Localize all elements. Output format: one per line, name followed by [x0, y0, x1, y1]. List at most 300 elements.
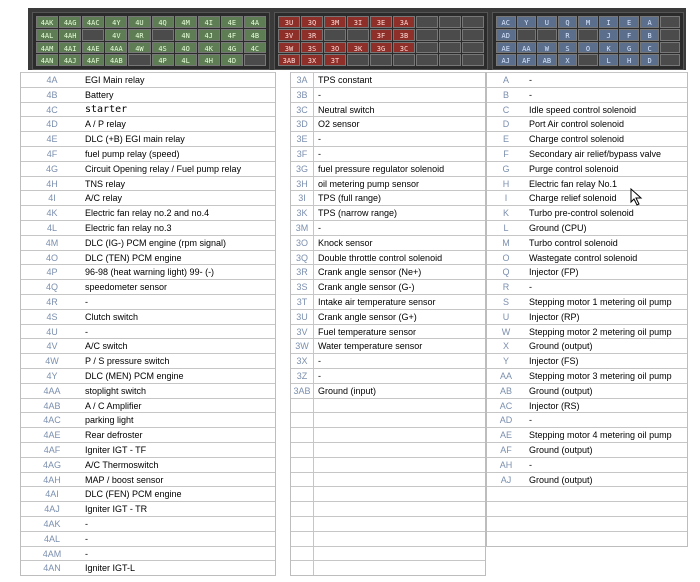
connector-3 — [274, 12, 488, 70]
pin-description: Purge control solenoid — [529, 163, 619, 174]
pin-code: U — [502, 311, 510, 322]
table-row — [487, 294, 687, 309]
pin-code: 3Q — [295, 252, 308, 263]
table-row — [291, 250, 485, 265]
table-row — [291, 560, 485, 575]
connector-pin: D — [640, 54, 660, 66]
pin-code: X — [502, 341, 509, 352]
table-row — [487, 102, 687, 117]
table-row — [487, 353, 687, 368]
connector-pin: 4J — [198, 29, 220, 41]
pin-code: 4G — [45, 163, 58, 174]
table-row — [487, 309, 687, 324]
pin-code: 3I — [298, 193, 306, 204]
table-row — [487, 472, 687, 487]
connector-pin: 3R — [301, 29, 323, 41]
table-row — [291, 176, 485, 191]
connector-pin — [660, 42, 680, 54]
pin-code: 4W — [45, 356, 59, 367]
table-row — [487, 72, 687, 87]
pin-description: - — [529, 89, 532, 100]
table-row — [291, 72, 485, 87]
pin-code: 4AH — [43, 474, 61, 485]
pin-code: 3C — [296, 104, 308, 115]
table-row — [21, 324, 275, 339]
pin-code: 4P — [46, 267, 58, 278]
table-row — [487, 235, 687, 250]
connector-pin: 3A — [393, 16, 415, 28]
pin-code: 3AB — [293, 385, 311, 396]
table-row — [487, 516, 687, 531]
pin-code — [291, 547, 313, 561]
connector-pin: 4L — [175, 54, 197, 66]
table-row — [21, 412, 275, 427]
pin-code: 4AN — [43, 563, 61, 574]
connector-pin: AA — [517, 42, 537, 54]
table-row — [291, 383, 485, 398]
pin-code — [291, 443, 313, 457]
connector-pin: 4Q — [152, 16, 174, 28]
pin-description: Charge relief solenoid — [529, 193, 617, 204]
connector-pin: 4O — [175, 42, 197, 54]
pin-description: Injector (FS) — [529, 356, 579, 367]
pin-description: starter — [85, 103, 128, 115]
table-row — [487, 264, 687, 279]
pin-description: DLC (MEN) PCM engine — [85, 370, 184, 381]
pin-code: 3X — [296, 356, 308, 367]
pin-description: Injector (RS) — [529, 400, 580, 411]
table-row — [291, 279, 485, 294]
connector-pin: 4AN — [36, 54, 58, 66]
connector-pin: 4U — [128, 16, 150, 28]
pin-description: Port Air control solenoid — [529, 119, 625, 130]
pin-description: TPS (full range) — [313, 191, 485, 205]
table-row — [487, 457, 687, 472]
pin-code: AH — [499, 459, 513, 470]
pin-code: 4A — [46, 75, 58, 85]
pin-code: 3U — [296, 311, 308, 322]
mouse-pointer-icon — [630, 188, 644, 206]
pin-description — [313, 502, 485, 516]
connector-pin — [439, 29, 461, 41]
table-row — [291, 116, 485, 131]
connector-pin: 4Y — [105, 16, 127, 28]
pinout-table-main-connector — [486, 72, 688, 547]
connector-pin — [370, 54, 392, 66]
table-row — [291, 457, 485, 472]
pin-description: Ground (output) — [529, 341, 593, 352]
connector-pin: A — [640, 16, 660, 28]
table-row — [21, 427, 275, 442]
connector-pin — [393, 54, 415, 66]
table-row — [487, 501, 687, 516]
table-row — [21, 383, 275, 398]
connector-pin: 4AJ — [59, 54, 81, 66]
table-row — [487, 250, 687, 265]
pin-description: A / C Amplifier — [85, 400, 142, 411]
table-row — [21, 116, 275, 131]
pin-description: - — [313, 369, 485, 383]
table-row — [21, 146, 275, 161]
table-row — [21, 531, 275, 546]
table-row — [291, 486, 485, 501]
pin-code — [487, 532, 525, 546]
pin-code: R — [502, 282, 510, 293]
pin-description: stoplight switch — [85, 385, 147, 396]
table-row — [291, 87, 485, 102]
pin-description: Neutral switch — [313, 103, 485, 117]
pin-description: Battery — [85, 89, 114, 100]
table-row — [487, 531, 687, 546]
pin-code: 3H — [296, 178, 308, 189]
pin-description: Intake air temperature sensor — [313, 295, 485, 309]
connector-pin: I — [599, 16, 619, 28]
pin-code: 4O — [45, 252, 58, 263]
table-row — [21, 161, 275, 176]
pin-description — [313, 487, 485, 501]
pin-code — [291, 428, 313, 442]
connector-pin: 4AB — [105, 54, 127, 66]
pin-description: A/C relay — [85, 193, 123, 204]
table-row — [21, 472, 275, 487]
connector-pin: F — [619, 29, 639, 41]
pin-code — [291, 458, 313, 472]
pin-code: Q — [502, 267, 510, 278]
pin-description: Igniter IGT - TR — [85, 504, 148, 515]
pin-description: Crank angle sensor (G-) — [313, 280, 485, 294]
pin-description: speedometer sensor — [85, 282, 168, 293]
table-row — [291, 368, 485, 383]
pin-description: fuel pump relay (speed) — [85, 148, 180, 159]
connector-pin: AC — [496, 16, 516, 28]
table-row — [21, 338, 275, 353]
pin-code: 3G — [295, 163, 308, 174]
pin-description: Fuel temperature sensor — [313, 325, 485, 339]
pin-description: Stepping motor 2 metering oil pump — [529, 326, 672, 337]
connector-pin — [128, 54, 150, 66]
table-row — [21, 250, 275, 265]
connector-pin: 4N — [175, 29, 197, 41]
pin-code: D — [502, 119, 510, 130]
pin-description: TPS constant — [313, 73, 485, 87]
pin-description — [525, 532, 687, 546]
connector-pin — [462, 42, 484, 54]
pin-code — [291, 473, 313, 487]
pin-code: F — [503, 148, 509, 159]
pin-code: 4C — [46, 104, 58, 115]
table-row — [21, 264, 275, 279]
connector-pin — [324, 29, 346, 41]
connector-pin: E — [619, 16, 639, 28]
connector-main — [492, 12, 684, 70]
table-row — [291, 220, 485, 235]
pin-code: E — [502, 134, 509, 145]
pin-code: 3B — [296, 89, 308, 100]
connector-pin: 3E — [370, 16, 392, 28]
connector-pin: 3B — [393, 29, 415, 41]
table-row — [487, 146, 687, 161]
pin-code: M — [502, 237, 510, 248]
connector-pin — [537, 29, 557, 41]
pin-code — [291, 561, 313, 575]
table-row — [291, 531, 485, 546]
connector-pin: X — [558, 54, 578, 66]
pin-code: 4F — [46, 148, 58, 159]
pin-code: 4U — [46, 326, 58, 337]
pin-description: Ground (output) — [529, 385, 593, 396]
connector-pin — [462, 16, 484, 28]
pin-code — [487, 502, 525, 516]
table-row — [291, 501, 485, 516]
pin-code: 4L — [46, 222, 57, 233]
connector-pin: AF — [517, 54, 537, 66]
pin-code: 4AF — [43, 444, 61, 455]
pin-description: O2 sensor — [313, 117, 485, 131]
pin-code: 4V — [46, 341, 58, 352]
connector-pin: 4AF — [82, 54, 104, 66]
pin-description: Wastegate control solenoid — [529, 252, 638, 263]
pin-code — [291, 413, 313, 427]
table-row — [21, 486, 275, 501]
connector-pin: 4R — [128, 29, 150, 41]
pin-description: Crank angle sensor (Ne+) — [313, 265, 485, 279]
pin-code: A — [502, 75, 509, 85]
pin-description: 96-98 (heat warning light) 99- (-) — [85, 267, 215, 278]
table-row — [291, 309, 485, 324]
pin-code: 3K — [296, 208, 308, 219]
connector-pin: 3O — [324, 42, 346, 54]
pin-code: 3V — [296, 326, 308, 337]
table-row — [487, 87, 687, 102]
pin-code — [291, 517, 313, 531]
connector-pin: 3K — [347, 42, 369, 54]
pin-code: AJ — [500, 474, 512, 485]
connector-pin — [416, 42, 438, 54]
pin-description: DLC (TEN) PCM engine — [85, 252, 182, 263]
table-row — [21, 560, 275, 575]
pin-code: C — [502, 104, 510, 115]
pin-code: 4AL — [43, 533, 60, 544]
connector-pin: 3I — [347, 16, 369, 28]
pin-code: 3F — [296, 148, 308, 159]
pin-description: - — [85, 326, 88, 337]
pin-description: Injector (RP) — [529, 311, 580, 322]
pin-code: 4R — [46, 296, 58, 307]
pin-code: G — [502, 163, 510, 174]
pin-description — [313, 443, 485, 457]
pin-code: AD — [499, 415, 513, 426]
table-row — [21, 72, 275, 87]
table-row — [21, 309, 275, 324]
pin-description: EGI Main relay — [85, 75, 145, 85]
connector-pin — [578, 54, 598, 66]
connector-pin: 4A — [244, 16, 266, 28]
pin-description: Crank angle sensor (G+) — [313, 310, 485, 324]
pin-code: 4S — [46, 311, 58, 322]
pin-description: Secondary air relief/bypass valve — [529, 148, 662, 159]
pin-description: DLC (IG-) PCM engine (rpm signal) — [85, 237, 227, 248]
connector-pin — [578, 29, 598, 41]
connector-pin: 4B — [244, 29, 266, 41]
pin-description: Turbo pre-control solenoid — [529, 208, 634, 219]
table-row — [21, 368, 275, 383]
pin-description: Knock sensor — [313, 236, 485, 250]
pin-description: Stepping motor 4 metering oil pump — [529, 430, 672, 441]
connector-pin: 3C — [393, 42, 415, 54]
pin-description — [525, 502, 687, 516]
connector-pin: R — [558, 29, 578, 41]
pin-code: 4AK — [43, 518, 61, 529]
connector-pin: S — [558, 42, 578, 54]
connector-pin: C — [640, 42, 660, 54]
pin-description: Ground (output) — [529, 444, 593, 455]
connector-pin — [462, 29, 484, 41]
pin-code: L — [503, 222, 509, 233]
table-row — [291, 264, 485, 279]
table-row — [487, 412, 687, 427]
connector-pin: 3AB — [278, 54, 300, 66]
connector-diagram — [28, 8, 686, 70]
pin-description — [525, 517, 687, 531]
pin-description: TNS relay — [85, 178, 126, 189]
connector-pin: 4D — [221, 54, 243, 66]
pin-code: 4AC — [43, 415, 61, 426]
connector-pin — [660, 16, 680, 28]
pin-code: AF — [500, 444, 512, 455]
pin-code — [291, 399, 313, 413]
pin-description: Electric fan relay no.2 and no.4 — [85, 208, 210, 219]
table-row — [21, 220, 275, 235]
table-row — [487, 116, 687, 131]
connector-pin: 3F — [370, 29, 392, 41]
pin-code: 3D — [296, 119, 308, 130]
pin-code: 3S — [296, 282, 308, 293]
pin-description: - — [313, 221, 485, 235]
pin-description: - — [313, 88, 485, 102]
table-row — [21, 294, 275, 309]
connector-pin — [462, 54, 484, 66]
connector-pin: H — [619, 54, 639, 66]
table-row — [487, 176, 687, 191]
pin-code: 3E — [296, 134, 308, 145]
table-row — [487, 324, 687, 339]
table-row — [21, 546, 275, 561]
pin-code: O — [502, 252, 510, 263]
pin-code: H — [502, 178, 510, 189]
connector-pin: 4I — [198, 16, 220, 28]
pin-code: AB — [499, 385, 512, 396]
pin-code: 3R — [296, 267, 308, 278]
pin-code: 4E — [46, 134, 58, 145]
connector-pin: 3S — [301, 42, 323, 54]
connector-pin — [244, 54, 266, 66]
pin-description: Rear defroster — [85, 430, 143, 441]
connector-pin: 4AI — [59, 42, 81, 54]
pin-description: - — [529, 282, 532, 293]
pin-description — [313, 532, 485, 546]
pin-description: Idle speed control solenoid — [529, 104, 637, 115]
pin-description: MAP / boost sensor — [85, 474, 164, 485]
pin-code: 4AG — [42, 459, 61, 470]
pin-code: I — [504, 193, 508, 204]
connector-pin: 4AK — [36, 16, 58, 28]
pin-code: 4AA — [43, 385, 61, 396]
pin-description: DLC (+B) EGI main relay — [85, 134, 185, 145]
pin-description: TPS (narrow range) — [313, 206, 485, 220]
connector-pin — [660, 54, 680, 66]
table-row — [487, 205, 687, 220]
pin-code: 3W — [295, 341, 309, 352]
connector-pin — [416, 54, 438, 66]
table-row — [21, 205, 275, 220]
pin-code: Y — [502, 356, 509, 367]
pin-description — [313, 561, 485, 575]
pin-code: 4AI — [45, 489, 59, 500]
table-row — [21, 516, 275, 531]
table-row — [487, 190, 687, 205]
table-row — [21, 176, 275, 191]
pin-description: Electric fan relay no.3 — [85, 222, 172, 233]
table-row — [291, 412, 485, 427]
pin-description: A/C Thermoswitch — [85, 459, 159, 470]
connector-pin — [416, 29, 438, 41]
pin-code: 3T — [296, 296, 308, 307]
pin-description: - — [313, 147, 485, 161]
connector-pin: 4AA — [105, 42, 127, 54]
pin-code: 3M — [295, 222, 309, 233]
pin-description — [313, 413, 485, 427]
connector-pin: 4S — [152, 42, 174, 54]
table-row — [487, 338, 687, 353]
table-row — [487, 131, 687, 146]
pin-code: W — [501, 326, 511, 337]
pin-description: Turbo control solenoid — [529, 237, 618, 248]
connector-pin: B — [640, 29, 660, 41]
pin-description: Ground (output) — [529, 474, 593, 485]
connector-pin: M — [578, 16, 598, 28]
connector-pin: 3X — [301, 54, 323, 66]
pin-code — [291, 487, 313, 501]
table-row — [21, 398, 275, 413]
pin-description: Ground (input) — [313, 384, 485, 398]
connector-pin: AD — [496, 29, 516, 41]
connector-pin: 4AG — [59, 16, 81, 28]
pin-description: - — [85, 518, 88, 529]
pin-description: DLC (FEN) PCM engine — [85, 489, 182, 500]
connector-pin: 4AC — [82, 16, 104, 28]
pin-description: Igniter IGT - TF — [85, 444, 147, 455]
table-row — [21, 457, 275, 472]
connector-4 — [32, 12, 270, 70]
connector-pin: 4M — [175, 16, 197, 28]
table-row — [21, 190, 275, 205]
pin-description — [525, 487, 687, 501]
connector-pin: G — [619, 42, 639, 54]
table-row — [291, 146, 485, 161]
pin-description: oil metering pump sensor — [313, 177, 485, 191]
pin-code: 4AB — [43, 400, 61, 411]
connector-pin: AE — [496, 42, 516, 54]
connector-pin: 4G — [221, 42, 243, 54]
pin-description: - — [85, 296, 88, 307]
pin-code — [487, 487, 525, 501]
pin-description: - — [529, 75, 532, 85]
pin-code: 4B — [46, 89, 58, 100]
table-row — [291, 442, 485, 457]
table-row — [487, 368, 687, 383]
pin-code: AE — [499, 430, 512, 441]
pin-code: 4AJ — [44, 504, 60, 515]
